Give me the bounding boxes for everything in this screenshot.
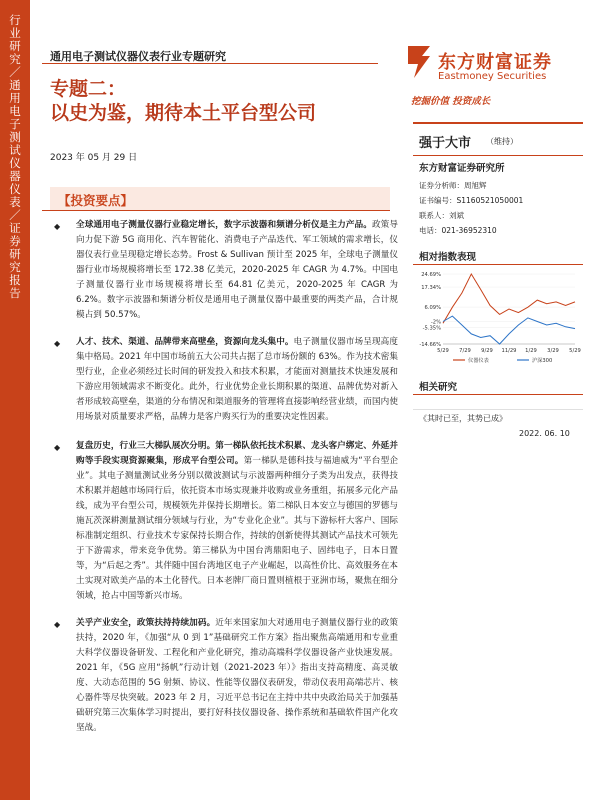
report-date: 2023 年 05 月 29 日 <box>50 153 138 163</box>
related-divider <box>413 409 583 410</box>
x-tick-label: 7/29 <box>459 348 471 354</box>
diamond-bullet-icon: ◆ <box>54 339 61 348</box>
point-lead: 全球通用电子测量仪器行业稳定增长，数字示波器和频谱分析仪是主力产品。 <box>76 220 372 230</box>
point-lead: 人才、技术、渠道、品牌带来高壁垒，资源向龙头集中。 <box>76 337 294 347</box>
institute-name: 东方财富证券研究所 <box>419 163 505 174</box>
rating: 强于大市 <box>419 136 472 151</box>
x-tick-label: 5/29 <box>437 348 449 354</box>
phone: 电话：021-36952310 <box>419 226 497 235</box>
y-tick-label: -2% <box>430 319 441 326</box>
points-heading-rule <box>42 210 390 211</box>
x-tick-label: 3/29 <box>547 348 559 354</box>
x-tick-label: 5/29 <box>569 348 581 354</box>
x-tick-label: 1/29 <box>525 348 537 354</box>
point-lead: 关乎产业安全，政策扶持持续加码。 <box>76 618 216 628</box>
legend-label: 沪深300 <box>532 358 553 364</box>
title-line-2: 以史为鉴，期待本土平台型公司 <box>50 102 317 124</box>
cert-number: 证书编号：S1160521050001 <box>419 196 524 205</box>
related-divider-top <box>413 394 583 395</box>
point-body: 第一梯队是德科技与福迪威为“平台型企业”。其电子测量测试业务分别以微波测试与示波器两种细分子类为出发点，获得技术积累并超越市场同行后，依托资本市场实现兼并收购或业务重组，拓展多元化产品线，成为平台型公司，规模领先并保持长期增长。第二梯队日本安立与德国的罗德与施瓦茨深耕测量测试细分领域与行业，为“专业化企业”。其与下游标杆大客户、国际标准制定组织、行业技术专家保持长期合作，持续的创新使得其测试产品技术可领先于下游需求，带来竞争优势。第三梯队为中国台湾鼎阳电子、固纬电子，日本日置等，为“后起之秀”。其伴随中国台湾地区电子产业崛起，以高性价比、高效服务在本土实现对欧美产品的本土化替代。日本老牌厂商日置则植根于亚洲市场，聚焦在细分领域，抢占中国等新兴市场。 <box>76 456 398 601</box>
series-line <box>443 316 575 344</box>
diamond-bullet-icon: ◆ <box>54 443 61 452</box>
relative-index-chart <box>413 268 583 368</box>
point-item <box>50 218 398 323</box>
point-body: 电子测量仪器市场呈现高度集中格局。2021 年中国市场前五大公司共占据了总市场份额的 63%。作为技术密集型行业，企业必须经过长时间的研发投入和技术积累，才能面对测量技术快速发展和下游应用领域需求不断变化。此外，行业优势企业长期积累的渠道、品牌优势对新入者形成较高壁垒，渠道的分布情况和渠道服务的管理将直接影响经营业绩，而国内使用场景对质量要求严格，品牌力是客户购买行为的重要决定性因素。 <box>76 337 398 422</box>
index-divider <box>413 264 583 265</box>
header-divider <box>42 63 378 64</box>
related-heading: 相关研究 <box>419 382 458 393</box>
contact: 联系人：刘斌 <box>419 211 464 220</box>
analyst: 证券分析师：周旭辉 <box>419 181 487 190</box>
diamond-bullet-icon: ◆ <box>54 620 61 629</box>
y-tick-label: 24.69% <box>421 272 441 278</box>
point-item <box>50 439 398 604</box>
slogan: 挖掘价值 投资成长 <box>411 96 491 107</box>
eastmoney-logo-icon <box>404 42 434 82</box>
diamond-bullet-icon: ◆ <box>54 222 61 231</box>
x-tick-label: 11/29 <box>501 348 517 354</box>
point-item <box>50 335 398 425</box>
logo-text-en: Eastmoney Securities <box>438 71 547 82</box>
series-line <box>443 274 575 323</box>
rating-divider-top <box>413 122 583 124</box>
points-list <box>50 218 398 748</box>
side-band <box>0 0 30 800</box>
index-heading: 相对指数表现 <box>419 252 477 263</box>
point-lead: 复盘历史，行业三大梯队展次分明。第一梯队依托技术积累、龙头客户绑定、外延并购等手段实现资源聚集，形成平台型公司。 <box>76 441 398 466</box>
title-line-1: 专题二： <box>50 78 127 100</box>
report-type: 通用电子测试仪器仪表行业专题研究 <box>50 50 226 63</box>
x-tick-label: 9/29 <box>481 348 493 354</box>
logo-text-cn: 东方财富证券 <box>438 52 552 73</box>
y-tick-label: 6.09% <box>424 305 441 312</box>
point-body: 近年来国家加大对通用电子测量仪器行业的政策扶持，2020 年，《加强“从 0 到 1”基础研究工作方案》指出聚焦高端通用和专业重大科学仪器设备研发、工程化和产业化研究，推动高端科学仪器设备产业快速发展。2021 年，《5G 应用“扬帆”行动计划（2021-2023 年）》指出支持高精度、高灵敏度、大动态范围的 5G 射频、协议、性能等仪器仪表研发，带动仪表用高端芯片、核心器件等尽快突破。2023 年 2 月，习近平总书记在主持中共中央政治局关于加强基础研究第三次集体学习时提出，要打好科技仪器设备、操作系统和基础软件国产化攻坚战。 <box>76 618 398 733</box>
y-tick-label: -5.35% <box>422 325 441 332</box>
point-item <box>50 616 398 736</box>
points-heading-bar <box>50 187 390 210</box>
legend-label: 仪器仪表 <box>468 358 489 364</box>
related-report-link[interactable]: 《其时已至，其势已成》 <box>419 414 507 423</box>
y-tick-label: -14.66% <box>419 342 441 348</box>
point-body: 政策导向力促下游 5G 商用化、汽车智能化、消费电子产品迭代、军工领域的需求增长，仪器仪表行业呈现稳定增长态势。Frost & Sullivan 预计至 2025 年，全球电子测量仪器行业市场规模将增长至 172.38 亿美元，2020-2025 年 CAGR 为 4.7%。中国电子测量仪器行业市场规模将增长至 64.81 亿美元，2020-2025 年 CAGR 为 6.2%。数字示波器和频谱分析仪是通用电子测量仪器中最重要的两类产品，合计规模占到 50.57%。 <box>76 220 398 320</box>
side-band-text: 行业研究／通用电子测试仪器仪表／证券研究报告 <box>9 13 21 300</box>
rating-divider-bottom <box>413 155 583 156</box>
related-report-date: 2022. 06. 10 <box>519 429 570 438</box>
points-heading: 【投资要点】 <box>58 193 134 208</box>
rating-sub: （维持） <box>486 137 518 146</box>
y-tick-label: 17.34% <box>421 285 441 292</box>
